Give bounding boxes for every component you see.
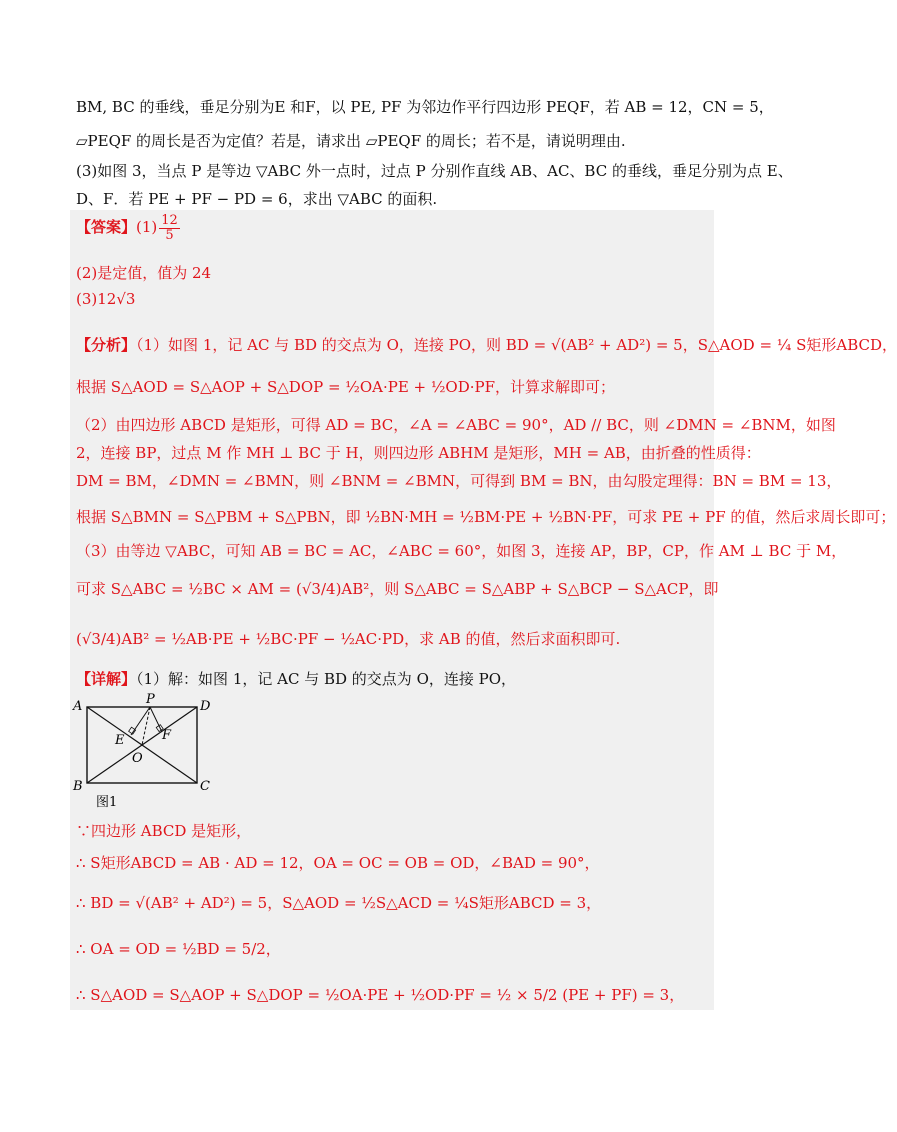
label-f: F bbox=[162, 728, 172, 743]
detail-step-4: ∴ OA = OD = ½BD = 5/2， bbox=[76, 940, 281, 958]
analysis-line-8: 可求 S△ABC = ½BC × AM = (√3/4)AB²，则 S△ABC = S△ABP + S△BCP − S△ACP，即 bbox=[76, 580, 719, 598]
analysis-line-1: 【分析】（1）如图 1，记 AC 与 BD 的交点为 O，连接 PO，则 BD = √(AB² + AD²) = 5，S△AOD = ¼ S矩形ABCD， bbox=[76, 336, 897, 354]
detail-step-3: ∴ BD = √(AB² + AD²) = 5，S△AOD = ½S△ACD = ¼S矩形ABCD = 3， bbox=[76, 894, 602, 912]
analysis-line-5: DM = BM，∠DMN = ∠BMN，则 ∠BNM = ∠BMN，可得到 BM = BN，由勾股定理得：BN = BM = 13， bbox=[76, 472, 842, 490]
label-p: P bbox=[146, 692, 155, 707]
figure-caption: 图1 bbox=[96, 795, 118, 810]
label-c: C bbox=[200, 779, 210, 794]
answer-part1-prefix: (1) bbox=[136, 218, 158, 237]
answer-label: 【答案】 bbox=[76, 218, 137, 237]
analysis-line-6: 根据 S△BMN = S△PBM + S△PBN，即 ½BN·MH = ½BM·PE + ½BN·PF，可求 PE + PF 的值，然后求周长即可； bbox=[76, 508, 896, 526]
problem-line-2: ▱PEQF 的周长是否为定值？若是，请求出 ▱PEQF 的周长；若不是，请说明理由. bbox=[76, 132, 626, 150]
answer-part3: (3)12√3 bbox=[76, 290, 136, 308]
label-d: D bbox=[200, 699, 211, 714]
detail-intro: 【详解】（1）解：如图 1，记 AC 与 BD 的交点为 O，连接 PO， bbox=[76, 670, 517, 688]
detail-step-5: ∴ S△AOD = S△AOP + S△DOP = ½OA·PE + ½OD·PF = ½ × 5/2 (PE + PF) = 3， bbox=[76, 986, 685, 1004]
detail-label: 【详解】 bbox=[76, 670, 137, 688]
analysis-line-3: （2）由四边形 ABCD 是矩形，可得 AD = BC，∠A = ∠ABC = 90°，AD // BC，则 ∠DMN = ∠BNM，如图 bbox=[76, 416, 836, 434]
label-e: E bbox=[115, 733, 125, 748]
detail-step-1: ∵四边形 ABCD 是矩形， bbox=[76, 822, 252, 840]
analysis-line-4: 2，连接 BP，过点 M 作 MH ⊥ BC 于 H，则四边形 ABHM 是矩形，MH = AB，由折叠的性质得： bbox=[76, 444, 761, 462]
analysis-line-7: （3）由等边 ▽ABC，可知 AB = BC = AC，∠ABC = 60°，如图 3，连接 AP，BP，CP，作 AM ⊥ BC 于 M， bbox=[76, 542, 847, 560]
detail-step-2: ∴ S矩形ABCD = AB · AD = 12，OA = OC = OB = OD，∠BAD = 90°， bbox=[76, 854, 600, 872]
problem-line-1: BM, BC 的垂线，垂足分别为E 和F，以 PE, PF 为邻边作平行四边形 PEQF，若 AB = 12，CN = 5， bbox=[76, 98, 774, 116]
answer-part1-fraction: $\frac{12}{5}$ bbox=[161, 213, 178, 243]
answer-part2: (2)是定值，值为 24 bbox=[76, 264, 212, 282]
analysis-line-2: 根据 S△AOD = S△AOP + S△DOP = ½OA·PE + ½OD·PF，计算求解即可； bbox=[76, 378, 616, 396]
answer-line-1 bbox=[76, 214, 182, 242]
label-a: A bbox=[73, 699, 83, 714]
segment-pf bbox=[150, 707, 162, 732]
problem-line-4: D、F．若 PE + PF − PD = 6，求出 ▽ABC 的面积. bbox=[76, 190, 438, 208]
label-o: O bbox=[132, 751, 143, 766]
segment-pe bbox=[131, 707, 150, 735]
figure-1 bbox=[70, 692, 210, 812]
analysis-label: 【分析】 bbox=[76, 336, 137, 354]
analysis-line-9: (√3/4)AB² = ½AB·PE + ½BC·PF − ½AC·PD，求 AB 的值，然后求面积即可. bbox=[76, 630, 621, 648]
label-b: B bbox=[73, 779, 83, 794]
solution-box bbox=[70, 210, 714, 1010]
problem-line-3: (3)如图 3，当点 P 是等边 ▽ABC 外一点时，过点 P 分别作直线 AB、AC、BC 的垂线，垂足分别为点 E、 bbox=[76, 162, 793, 180]
